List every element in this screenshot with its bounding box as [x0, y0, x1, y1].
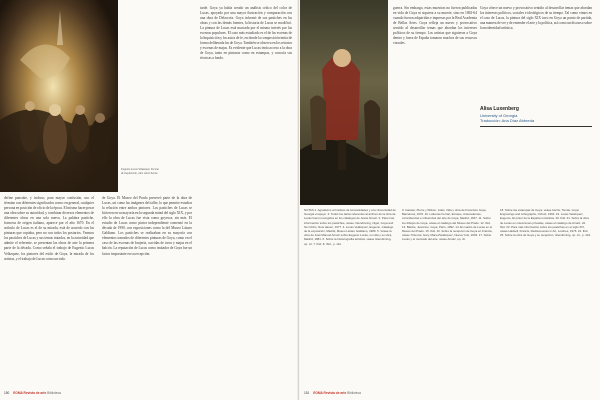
left-column-1 [4, 196, 94, 391]
notes-column-3 [500, 208, 592, 388]
right-column-1 [393, 6, 477, 204]
left-folio-brand: EOMA Revista de arte [13, 391, 47, 395]
left-folio [4, 391, 61, 395]
notes-column-2-text: 9. Gassier, Pierre y Wilson, Juliet, Vida y obra de Francisco Goya, Barcelona, 1970. 10. Lafuente Ferrari, Enrique, Antecedentes, coincidencias e influencias del arte de Goya, Madrid, 1947. 11. Sobre los dibujos de Goya, véase el catálogo del Museo del Prado. 12. Ibid. 13. Baticle, Jeannine, Goya, París, 1992. 14. El cuadro de Lucas en el Museo del Prado. 15. Ibid. 16. Sobre la recepción de Goya en Francia, véase Tinterow, Gary, Manet/Velázquez, Nueva York, 2003. 17. Sobre Lucas y el mercado del arte, véase Arnaiz, op. cit. [402, 208, 493, 242]
left-page-number: 150 [4, 391, 10, 395]
left-column-2-text: de Goya. El Museo del Prado preservó parte de la obra de Lucas, así como las imágenes del taller, lo que permite estudiar la relación entre ambos pintores. Los pastiches de Lucas se hicieron en su mayoría en la segunda mitad del siglo XIX, y por ello la obra de Lucas fue vista como goyesca, sin más. El estudio de Lucas como pintor independiente comenzó en la década de 1990, con exposiciones como la del Museo Lázaro Galdiano. Los pastiches se realizaban en su mayoría con elementos tomados de diferentes pinturas de Goya, como en el caso de las escenas de brujería, corridas de toros y majas en el balcón. La reputación de Lucas como imitador de Goya fue un factor importante en su recepción. [102, 196, 192, 256]
right-column-1-text: guerra. Sin embargo, estas muestras no fueron publicadas en vida de Goya ni siquiera a su muerte, sino en 1863-64 cuando fueron adquiridas e impresas por la Real Academia de Bellas Artes. Goya refleja un nuevo y provocativo sentido al desarrollar temas que abordan los intereses políticos de su tiempo. Los artistas que siguieron a Goya dentro y fuera de España tomaron muchos de sus recursos visuales. [393, 6, 477, 46]
right-page [300, 0, 600, 400]
right-folio-brand: EOMA Revista de arte [313, 391, 347, 395]
left-column-3-text: tarde. Goya ya había creado un análisis crítico del color de Lucas, apoyado por una mayor ilustración y comparación con una obra de Delacroix. Goya informó de sus pastiches en las obras y con las demás fuentes, la historia de Lucas se modificó. La pintura de Lucas está marcada por el mismo interés por las escenas populares. El caso más estudiado es el de las escenas de la Inquisición y los autos de fe, en donde la composición imita de forma deliberada las de Goya. También se observa en los retratos y escenas de majas. Es evidente que Lucas tenía acceso a la obra de Goya, tanto en pinturas como en estampas, y conocía sus técnicas a fondo. [200, 6, 292, 61]
right-folio [304, 391, 361, 395]
painting-right-image [300, 0, 388, 205]
left-column-1-text: define pancake, y incluso, para mayor confusión, uso el término con diferentes significados como: en general, cualquier persona en posición de oficio de la época. El mismo hacer pesar una obra sobre su autoridad, y combinar diversos elementos de diferentes obras en una sola nueva. La palabra pastiche, francesa de origen italiano, aparece por el año 1670. En el artículo de Lucas es el de su mirada, está de acuerdo con las pinturas que copiaba, pero no con todos los postarios. Veamos los pastiches de Lucas y sus temas tratados, en la autoridad que admite el referente, se presentan las obras de arte la primera parte de la década. Como señala el trabajo de Eugenio Lucas Velázquez, los pintores del estilo de Goya, la mirada de los artistas, y el trabajo de Lucas como un todo. [4, 196, 94, 261]
author-divider [480, 126, 592, 127]
notes-column-1 [304, 208, 396, 388]
left-folio-text: Biblioteca [47, 391, 61, 395]
author-affiliation: University of Georgia [480, 113, 518, 118]
left-column-3 [200, 6, 292, 391]
painting-left-image [0, 0, 118, 192]
author-name: Alisa Luxenberg [480, 106, 519, 112]
notes-column-1-text: NOTAS 1. Agradezco al Instituto de Humanidades y a la Universidad de Georgia el apoyo. 2. Todos los datos referentes al archivo de la obra de Lucas fueron recogidos en los catálogos de Jesús Arnaiz. 3. Para más información sobre los pastiches, véase: Glendinning, Nigel, Goya and his Critics, New Haven, 1977. 4. Lucas Velázquez, Eugenio, Catálogo de la exposición, Madrid, Museo Lázaro Galdiano, 1989. 5. Véase la obra de José Manuel Arnaiz sobre Eugenio Lucas, su vida y su obra, Madrid, 1981. 6. Sobre la historiografía artística, véase Glendinning, op. cit. 7. Ibid. 8. Ibid., p. 112. [304, 208, 396, 246]
notes-column-3-text: 18. Sobre las estampas de Goya, véase Harris, Tomás, Goya: Engravings and Lithographs, Oxford, 1964. 19. Lucas Velázquez, Eugenio, El pintor de la España romántica. 20. Ibid. 21. Sobre la obra de Lucas en colecciones privadas, véase el catálogo de Arnaiz. 22. Ibid. 23. Para más información sobre los pastiches en el siglo XIX, véase Haskell, Francis, Rediscoveries in Art, Londres, 1976. 24. Ibid. 25. Sobre la obra de Goya y su recepción, Glendinning, op. cit., p. 201. [500, 208, 591, 238]
right-column-2 [480, 6, 592, 102]
right-page-number: 151 [304, 391, 310, 395]
author-translation: Traducción: Ana Díaz Abbreda [480, 118, 535, 123]
right-folio-text: Biblioteca [347, 391, 361, 395]
right-column-2-text: Goya ofrece un nuevo y provocativo sentido al desarrollar temas que abordan los intereses políticos, sociales e ideológicos de su tiempo. Tal como vimos en el caso de Lucas, la pintura del siglo XIX tuvo en Goya un punto de partida, una manera de ver y de entender el arte y la política, así como un discurso sobre la modernidad artística. [480, 6, 592, 31]
notes-column-2 [402, 208, 494, 388]
left-column-2 [102, 196, 192, 391]
left-page [0, 0, 299, 400]
author-block [480, 106, 592, 127]
painting-caption: Eugenio Lucas Velázquez, Escena de Inquisición, óleo sobre lienzo. [121, 168, 159, 175]
